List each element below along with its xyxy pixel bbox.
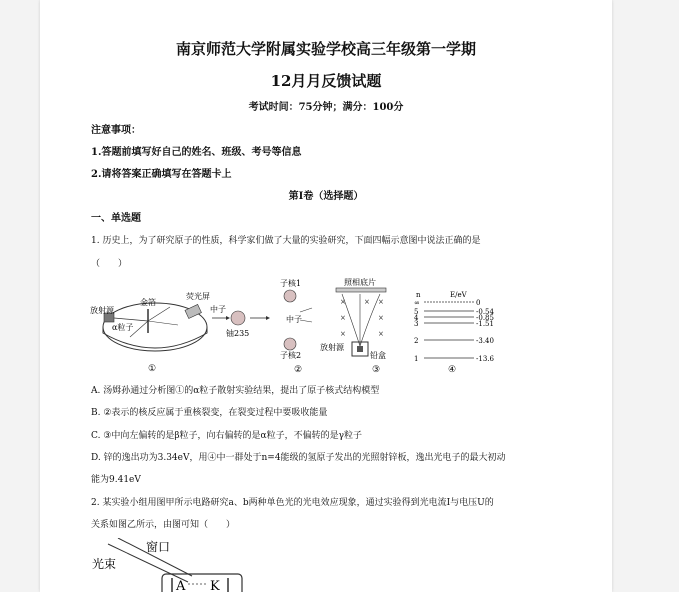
q2-label-k: K — [210, 579, 220, 592]
figure-3-deflection — [320, 276, 419, 375]
svg-text:×: × — [340, 330, 346, 338]
fig2-label-neutron-out: 中子 — [286, 315, 302, 324]
q1-stem: 1. 历史上，为了研究原子的性质，科学家们做了大量的实验研究，下面四幅示意图中说法正确的是 — [91, 236, 481, 246]
document-page — [40, 0, 612, 592]
fig1-number: ① — [148, 364, 157, 374]
svg-text:×: × — [364, 298, 370, 306]
part-title: 一、单选题 — [91, 213, 141, 224]
energy-level-n: 2 — [414, 337, 419, 345]
q1-paren: （ ） — [91, 259, 128, 269]
energy-level-n: ∞ — [414, 299, 420, 307]
notice-item-2: 2.请将答案正确填写在答题卡上 — [91, 169, 232, 180]
figure-1-alpha-scattering — [90, 285, 215, 375]
svg-text:×: × — [378, 298, 384, 306]
svg-text:×: × — [378, 330, 384, 338]
q2-stem-line1: 2. 某实验小组用图甲所示电路研究a、b两种单色光的光电效应现象，通过实验得到光电流I与电压U的 — [91, 498, 494, 508]
fig2-label-nucleus1: 子核1 — [280, 279, 302, 288]
energy-level-n: 4 — [414, 314, 419, 322]
figure-q2-circuit — [88, 538, 263, 592]
energy-level-e: -0.54 — [476, 308, 494, 316]
energy-level-n: 5 — [414, 308, 419, 316]
fig2-label-neutron-in: 中子 — [210, 305, 226, 314]
figure-2-fission — [208, 278, 318, 375]
q1-option-c[interactable]: C. ③中向左偏转的是β粒子，向右偏转的是α粒子，不偏转的是γ粒子 — [91, 431, 363, 441]
section-title: 第I卷（选择题） — [288, 191, 364, 202]
q2-stem-line2: 关系如图乙所示，由图可知（ ） — [91, 520, 236, 530]
notice-item-1: 1.答题前填写好自己的姓名、班级、考号等信息 — [91, 147, 302, 158]
fig2-label-u235: 铀235 — [226, 329, 250, 338]
fig4-axis-e: E/eV — [450, 291, 467, 299]
energy-level-n: 3 — [414, 320, 419, 328]
q1-option-d-line1[interactable]: D. 锌的逸出功为3.34eV，用④中一群处于n=4能级的氢原子发出的光照射锌板，逸出光电子的最大初动 — [91, 453, 506, 463]
energy-level-e: 0 — [476, 299, 481, 307]
energy-level-e: -0.85 — [476, 314, 494, 322]
svg-text:×: × — [340, 314, 346, 322]
fig1-label-screen: 荧光屏 — [186, 292, 210, 301]
exam-info: 考试时间：75分钟；满分：100分 — [248, 102, 404, 113]
fig2-label-nucleus2: 子核2 — [280, 351, 302, 360]
notice-heading: 注意事项： — [91, 125, 141, 136]
fig4-number: ④ — [448, 365, 457, 375]
fig3-label-source: 放射源 — [320, 343, 344, 352]
q2-label-window: 窗口 — [146, 540, 171, 554]
title-line-2: 12月月反馈试题 — [270, 72, 382, 90]
fig3-label-film: 照相底片 — [344, 278, 376, 287]
title-line-1: 南京师范大学附属实验学校高三年级第一学期 — [175, 40, 476, 58]
fig3-number: ③ — [372, 365, 381, 375]
q1-option-a[interactable]: A. 汤姆孙通过分析图①的α粒子散射实验结果，提出了原子核式结构模型 — [91, 386, 380, 396]
energy-level-e: -13.6 — [476, 355, 494, 363]
energy-level-e: -1.51 — [476, 320, 494, 328]
svg-text:×: × — [378, 314, 384, 322]
fig1-label-foil: 金箔 — [140, 298, 156, 307]
q2-label-a: A — [176, 579, 186, 592]
energy-level-e: -3.40 — [476, 337, 494, 345]
svg-text:×: × — [340, 298, 346, 306]
fig4-axis-n: n — [416, 291, 421, 299]
q2-label-beam: 光束 — [92, 557, 117, 571]
q1-option-b[interactable]: B. ②表示的核反应属于重核裂变，在裂变过程中要吸收能量 — [91, 408, 328, 418]
energy-level-list — [414, 299, 494, 363]
fig1-label-source: 放射源 — [90, 306, 114, 315]
q1-option-d-line2: 能为9.41eV — [91, 475, 141, 485]
energy-level-n: 1 — [414, 355, 419, 363]
fig1-label-alpha: α粒子 — [112, 323, 134, 332]
fig2-number: ② — [294, 365, 303, 375]
figure-4-energy-levels — [410, 288, 510, 375]
fig3-label-lead: 铅盒 — [370, 351, 386, 360]
